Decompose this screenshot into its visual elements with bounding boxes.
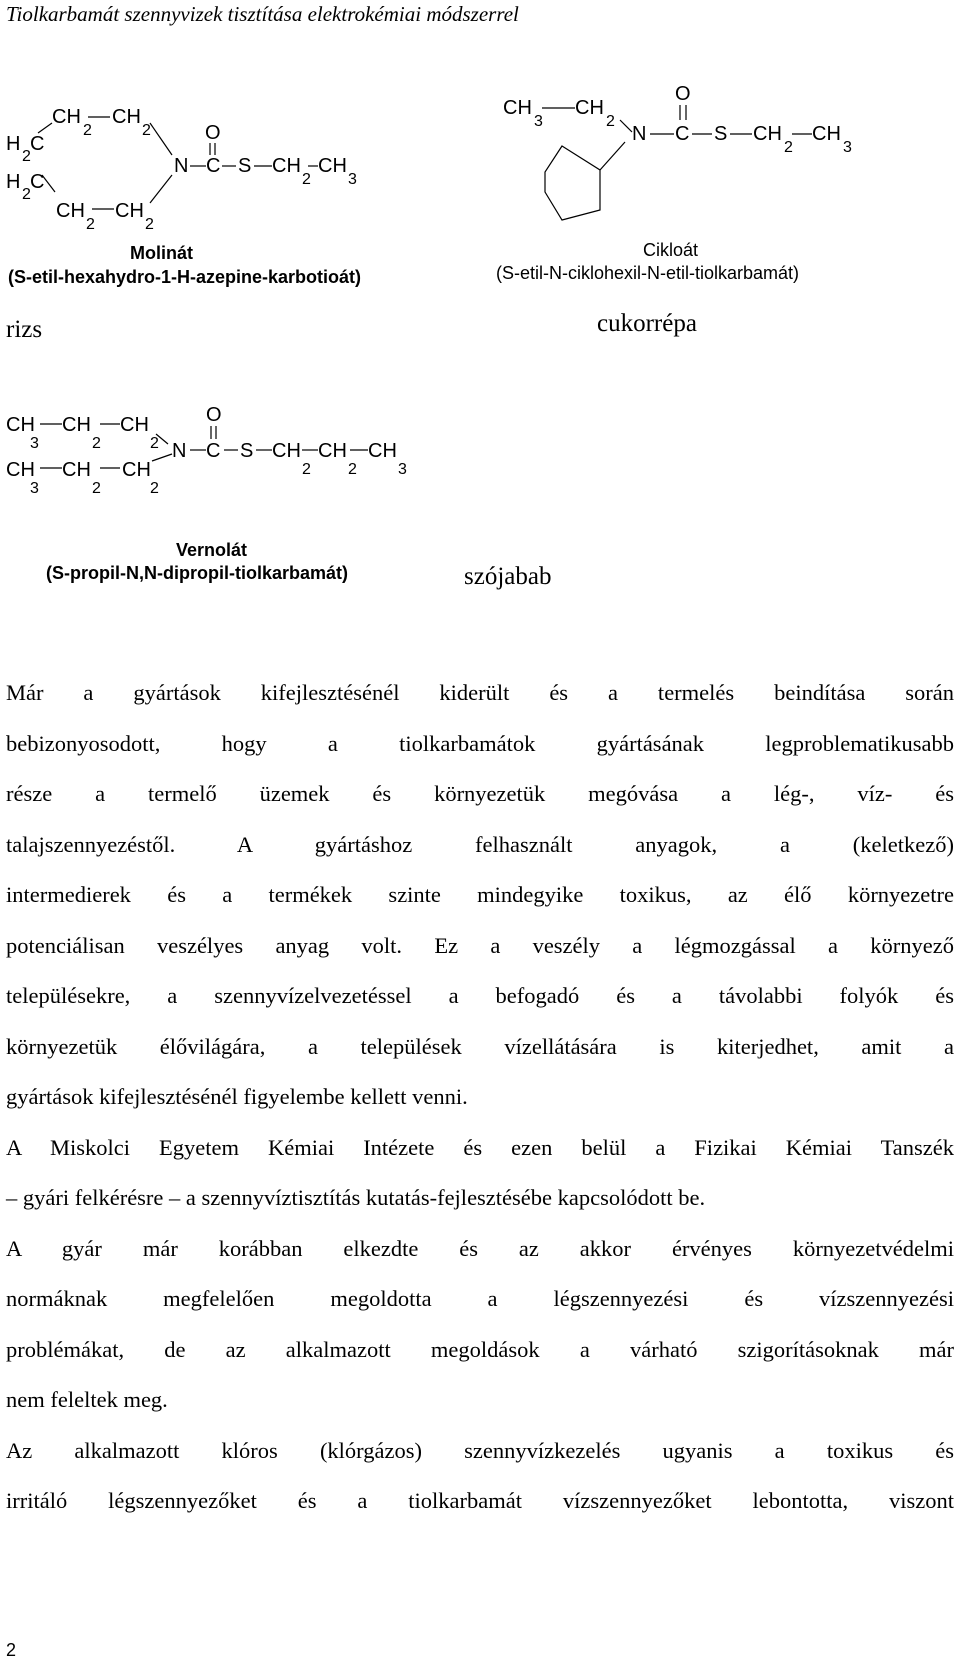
svg-text:S: S <box>238 155 252 177</box>
molinate-name: Molinát <box>130 243 193 263</box>
svg-text:CH: CH <box>112 106 141 128</box>
svg-text:CH: CH <box>120 414 149 436</box>
svg-text:3: 3 <box>398 461 407 478</box>
text-line: irritáló légszennyezőket és a tiolkarbamát vízszennyezőket lebontotta, viszont <box>6 1488 954 1513</box>
svg-text:N: N <box>172 440 187 462</box>
svg-text:O: O <box>675 83 691 105</box>
paragraph-2 <box>6 1123 954 1224</box>
page-header-title: Tiolkarbamát szennyvizek tisztítása elektrokémiai módszerrel <box>6 2 519 26</box>
svg-text:2: 2 <box>86 216 95 233</box>
vernolate-iupac: (S-propil-N,N-dipropil-tiolkarbamát) <box>46 563 348 583</box>
svg-text:2: 2 <box>150 480 159 497</box>
svg-text:CH: CH <box>812 123 841 145</box>
svg-text:CH: CH <box>318 155 347 177</box>
svg-text:CH: CH <box>115 200 144 222</box>
svg-text:3: 3 <box>30 435 39 452</box>
svg-text:2: 2 <box>22 186 31 203</box>
svg-text:N: N <box>174 155 189 177</box>
svg-text:CH: CH <box>6 459 35 481</box>
svg-text:N: N <box>632 123 647 145</box>
svg-text:2: 2 <box>150 435 159 452</box>
svg-text:2: 2 <box>302 461 311 478</box>
text-line: potenciálisan veszélyes anyag volt. Ez a veszély a légmozgással a környező <box>6 932 954 958</box>
svg-text:CH: CH <box>368 440 397 462</box>
svg-text:CH: CH <box>575 97 604 119</box>
cycloate-name: Cikloát <box>643 240 699 260</box>
text-line: A Miskolci Egyetem Kémiai Intézete és ezen belül a Fizikai Kémiai Tanszék <box>6 1134 954 1160</box>
body-text <box>6 668 954 1527</box>
svg-text:2: 2 <box>145 216 154 233</box>
text-line: normáknak megfelelően megoldotta a légszennyezési és vízszennyezési <box>6 1286 954 1311</box>
svg-text:CH: CH <box>6 414 35 436</box>
svg-text:CH: CH <box>56 200 85 222</box>
vernolate-name: Vernolát <box>176 540 248 560</box>
svg-text:C: C <box>30 171 45 193</box>
svg-text:3: 3 <box>843 139 852 156</box>
svg-text:S: S <box>714 123 728 145</box>
svg-text:CH: CH <box>62 414 91 436</box>
svg-text:C: C <box>675 123 690 145</box>
svg-text:2: 2 <box>606 113 615 130</box>
svg-text:3: 3 <box>30 480 39 497</box>
vernolate-crop: szójabab <box>464 563 552 590</box>
text-line: bebizonyosodott, hogy a tiolkarbamátok gyártásának legproblematikusabb <box>6 730 954 756</box>
text-line: nem feleltek meg. <box>6 1387 168 1412</box>
svg-text:CH: CH <box>272 155 301 177</box>
svg-text:2: 2 <box>302 171 311 188</box>
cycloate-crop: cukorrépa <box>597 310 697 337</box>
text-line: talajszennyezéstől. A gyártáshoz felhasznált anyagok, a (keletkező) <box>6 831 954 857</box>
svg-text:2: 2 <box>142 122 151 139</box>
svg-text:2: 2 <box>784 139 793 156</box>
svg-text:O: O <box>205 122 221 144</box>
svg-text:O: O <box>206 404 222 426</box>
text-line: környezetük élővilágára, a települések vízellátására is kiterjedhet, amit a <box>6 1033 954 1059</box>
cycloate-structure <box>500 80 900 240</box>
text-line: intermedierek és a termékek szinte mindegyike toxikus, az élő környezetre <box>6 882 954 907</box>
svg-text:2: 2 <box>92 435 101 452</box>
svg-text:H: H <box>6 171 21 193</box>
svg-text:3: 3 <box>348 171 357 188</box>
svg-text:2: 2 <box>22 148 31 165</box>
svg-text:H: H <box>6 133 21 155</box>
text-line: része a termelő üzemek és környezetük megóvása a lég-, víz- és <box>6 781 954 806</box>
paragraph-3 <box>6 1224 954 1426</box>
cycloate-iupac: (S-etil-N-ciklohexil-N-etil-tiolkarbamát) <box>496 263 800 283</box>
text-line: Az alkalmazott klóros (klórgázos) szennyvízkezelés ugyanis a toxikus és <box>6 1437 954 1463</box>
page-number: 2 <box>6 1640 17 1660</box>
svg-text:CH: CH <box>272 440 301 462</box>
text-line: – gyári felkérésre – a szennyvíztisztítás kutatás-fejlesztésébe kapcsolódott be. <box>6 1185 706 1210</box>
svg-text:2: 2 <box>92 480 101 497</box>
text-line: problémákat, de az alkalmazott megoldások a várható szigorításoknak már <box>6 1336 954 1362</box>
svg-text:3: 3 <box>534 113 543 130</box>
text-line: gyártások kifejlesztésénél figyelembe kellett venni. <box>6 1084 468 1109</box>
svg-text:CH: CH <box>503 97 532 119</box>
svg-text:C: C <box>206 155 221 177</box>
svg-text:S: S <box>240 440 254 462</box>
svg-text:CH: CH <box>753 123 782 145</box>
svg-text:CH: CH <box>52 106 81 128</box>
text-line: Már a gyártások kifejlesztésénél kiderült és a termelés beindítása során <box>6 680 954 705</box>
svg-text:2: 2 <box>83 122 92 139</box>
molinate-structure <box>0 95 420 235</box>
paragraph-4 <box>6 1426 954 1527</box>
text-line: településekre, a szennyvízelvezetéssel a befogadó és a távolabbi folyók és <box>6 983 954 1008</box>
vernolate-structure <box>0 396 420 506</box>
svg-text:2: 2 <box>348 461 357 478</box>
text-line: A gyár már korábban elkezdte és az akkor érvényes környezetvédelmi <box>6 1235 954 1261</box>
molinate-crop: rizs <box>6 316 43 343</box>
svg-text:C: C <box>206 440 221 462</box>
svg-text:CH: CH <box>122 459 151 481</box>
paragraph-1 <box>6 668 954 1123</box>
svg-text:C: C <box>30 133 45 155</box>
molinate-iupac: (S-etil-hexahydro-1-H-azepine-karbotioát) <box>8 267 362 287</box>
svg-text:CH: CH <box>318 440 347 462</box>
svg-text:CH: CH <box>62 459 91 481</box>
